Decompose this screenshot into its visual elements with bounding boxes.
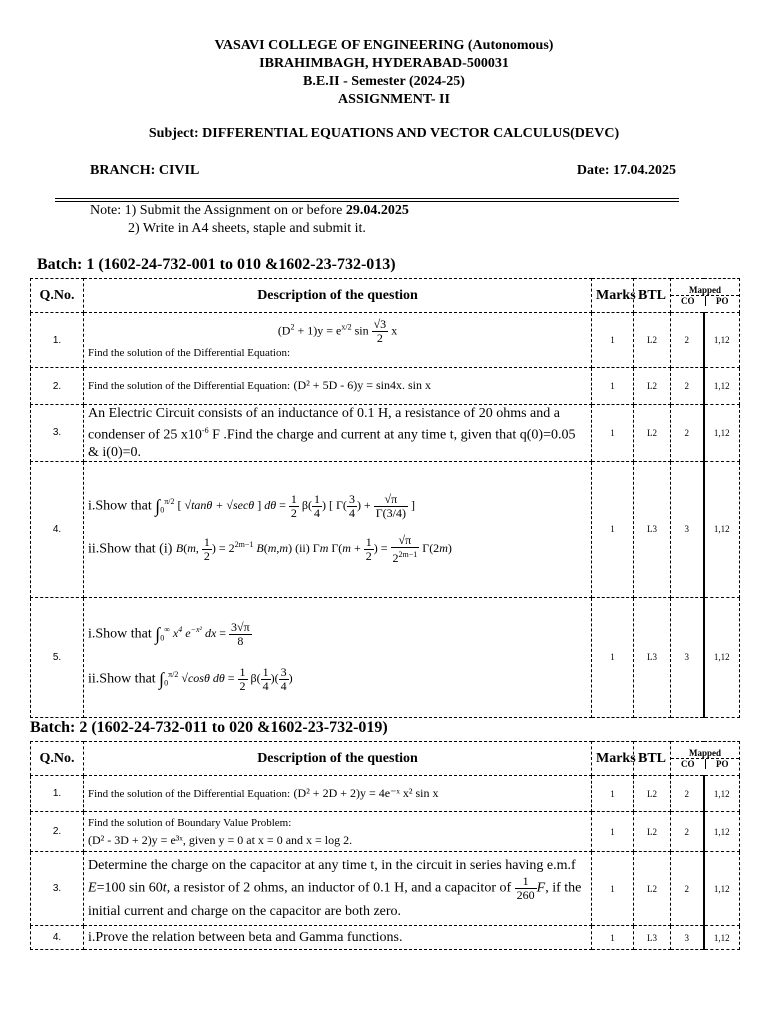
po-header: PO: [705, 296, 740, 306]
table-header-row: [31, 742, 740, 776]
question-number: 2.: [31, 368, 84, 405]
question-text: Determine the charge on the capacitor at any time t, in the circuit in series having e.m.f E=100 sin 60t, a resistor of 2 ohms, an inductor of 0.1 H, and a capacitor of $\frac{1}{260}$ F, if the initial current and charge on the capacitor are both zero.: [84, 852, 592, 926]
equation: $\int_0^\infty$ $x^4$ $e^{-x^2}$ dx = $\frac{3√\pi}{8}$: [155, 620, 250, 649]
due-date: 29.04.2025: [345, 203, 409, 218]
branch: BRANCH: CIVIL: [90, 163, 200, 178]
co-cell: 2: [671, 368, 704, 405]
batch-1-title: Batch: 1 (1602-24-732-001 to 010 &1602-23-732-013): [37, 256, 396, 273]
po-cell: 1,12: [704, 461, 740, 597]
question-number: 5.: [31, 597, 84, 717]
question-number: 4.: [31, 926, 84, 950]
co-cell: 2: [671, 812, 704, 852]
qno-header: Q.No.: [31, 742, 84, 776]
note: [90, 202, 409, 238]
note-line-1: Note: 1) Submit the Assignment on or before: [90, 203, 346, 218]
btl-header: BTL: [634, 742, 671, 776]
btl-cell: L3: [634, 926, 671, 950]
college-name: VASAVI COLLEGE OF ENGINEERING (Autonomous): [214, 38, 554, 53]
btl-cell: L2: [634, 776, 671, 812]
batch-1-table: [30, 278, 740, 718]
subject-line: Subject: DIFFERENTIAL EQUATIONS AND VECTOR CALCULUS(DEVC): [148, 126, 620, 141]
document-header: [0, 37, 768, 109]
qno-header: Q.No.: [31, 279, 84, 313]
po-cell: 1,12: [704, 852, 740, 926]
question-number: 4.: [31, 461, 84, 597]
question-text: Find the solution of Boundary Value Problem: (D² - 3D + 2)y = e³ˣ, given y = 0 at x = 0 and x = log 2.: [84, 812, 592, 852]
desc-header: Description of the question: [84, 279, 592, 313]
mapped-header: [671, 742, 740, 776]
table-row: [31, 852, 740, 926]
co-cell: 2: [671, 776, 704, 812]
table-row: [31, 313, 740, 368]
table-row: [31, 405, 740, 462]
equation: E: [88, 880, 97, 896]
co-cell: 2: [671, 405, 704, 462]
co-cell: 2: [671, 852, 704, 926]
table-row: [31, 461, 740, 597]
co-cell: 3: [671, 926, 704, 950]
mapped-header: [671, 279, 740, 313]
marks-cell: 1: [592, 368, 634, 405]
question-number: 2.: [31, 812, 84, 852]
marks-cell: 1: [592, 852, 634, 926]
co-cell: 3: [671, 597, 704, 717]
batch-2-title: Batch: 2 (1602-24-732-011 to 020 &1602-23-732-019): [30, 719, 388, 736]
po-cell: 1,12: [704, 313, 740, 368]
marks-cell: 1: [592, 313, 634, 368]
po-cell: 1,12: [704, 368, 740, 405]
marks-header: Marks: [592, 279, 634, 313]
equation: (D² - 3D + 2)y = e³ˣ, given y = 0 at x = 0 and x = log 2.: [88, 832, 353, 847]
marks-cell: 1: [592, 461, 634, 597]
btl-cell: L2: [634, 405, 671, 462]
equation: (D² + 5D - 6)y = sin4x. sin x: [293, 378, 432, 392]
marks-header: Marks: [592, 742, 634, 776]
question-text: An Electric Circuit consists of an inductance of 0.1 H, a resistance of 20 ohms and a condenser of 25 $x10^{-6}$ F .Find the charge and current at any time t, given that q(0)=0.05 & i(0)=0.: [84, 405, 592, 462]
table-row: [31, 926, 740, 950]
equation: $\int_0^{\pi/2}$ √cosθ dθ = $\frac{1}{2}$ β( $\frac{1}{4}$ )( $\frac{3}{4}$ ): [159, 665, 293, 694]
batch-2-table: [30, 741, 740, 950]
co-header: CO: [681, 296, 695, 306]
btl-cell: L2: [634, 368, 671, 405]
table-row: [31, 368, 740, 405]
po-cell: 1,12: [704, 776, 740, 812]
question-text: i.Show that $\int_0^\infty$ $x^4$ $e^{-x^2}$ dx = $\frac{3√\pi}{8}$ ii.Show that $\int_0^{\pi/2}$ √cosθ dθ = $\frac{1}{2}$ β( $\frac{1}{4}$ )( $\frac{3}{4}$ ): [84, 597, 592, 717]
table-header-row: [31, 279, 740, 313]
divider-rule: [55, 198, 679, 199]
marks-cell: 1: [592, 776, 634, 812]
btl-cell: L3: [634, 461, 671, 597]
date: Date: 17.04.2025: [576, 163, 676, 178]
co-header: CO: [681, 759, 695, 769]
po-cell: 1,12: [704, 926, 740, 950]
question-text: i.Prove the relation between beta and Gamma functions.: [84, 926, 592, 950]
co-cell: 3: [671, 461, 704, 597]
question-number: 1.: [31, 776, 84, 812]
equation: B(m, $\frac{1}{2}$ ) = $2^{2m-1}$ B(m,m) (ii) Γm Γ(m + $\frac{1}{2}$ ) = $\frac{√\pi}{2^{2m-1}}$ Γ(2m): [175, 533, 452, 566]
po-cell: 1,12: [704, 812, 740, 852]
marks-cell: 1: [592, 597, 634, 717]
marks-cell: 1: [592, 926, 634, 950]
equation: (D² + 2D + 2)y = 4e⁻ˣ x² sin x: [293, 785, 439, 800]
table-row: [31, 812, 740, 852]
college-address: IBRAHIMBAGH, HYDERABAD-500031: [259, 56, 509, 71]
btl-cell: L2: [634, 812, 671, 852]
mapped-label: Mapped: [671, 748, 739, 759]
equation: $(D^2 + 1)y = e^{x/2}$ sin $\frac{√3}{2}$ x: [277, 317, 398, 345]
po-header: PO: [705, 759, 740, 769]
question-number: 3.: [31, 852, 84, 926]
mapped-label: Mapped: [671, 285, 739, 296]
question-number: 3.: [31, 405, 84, 462]
btl-cell: L2: [634, 313, 671, 368]
po-cell: 1,12: [704, 405, 740, 462]
question-text: Find the solution of the Differential Equation: (D² + 5D - 6)y = sin4x. sin x: [84, 368, 592, 405]
co-cell: 2: [671, 313, 704, 368]
question-text: i.Show that $\int_0^{\pi/2}$ [ √tanθ + √secθ ] dθ = $\frac{1}{2}$ β( $\frac{1}{4}$ ) [ Γ( $\frac{3}{4}$ ) + $\frac{√\pi}{\Gamma(3/4)}$ ] ii.Show that (i) B(m, $\frac{1}{2}$ ) = $2^{2m-1}$ B(m,m) (ii) Γm Γ(m + $\frac{1}{2}$ ) = $\frac{√\pi}{2^{2m-1}}$ Γ(2m): [84, 461, 592, 597]
desc-header: Description of the question: [84, 742, 592, 776]
question-text: $(D^2 + 1)y = e^{x/2}$ sin $\frac{√3}{2}$ x Find the solution of the Differential Equation:: [84, 313, 592, 368]
btl-header: BTL: [634, 279, 671, 313]
table-row: [31, 776, 740, 812]
assignment-title: ASSIGNMENT- II: [338, 92, 450, 107]
marks-cell: 1: [592, 405, 634, 462]
table-row: [31, 597, 740, 717]
note-line-2: 2) Write in A4 sheets, staple and submit it.: [128, 221, 366, 236]
po-cell: 1,12: [704, 597, 740, 717]
btl-cell: L3: [634, 597, 671, 717]
semester: B.E.II - Semester (2024-25): [303, 74, 465, 89]
equation: $\int_0^{\pi/2}$ [ √tanθ + √secθ ] dθ = $\frac{1}{2}$ β( $\frac{1}{4}$ ) [ Γ( $\frac{3}{4}$ ) + $\frac{√\pi}{\Gamma(3/4)}$ ]: [155, 492, 415, 521]
btl-cell: L2: [634, 852, 671, 926]
marks-cell: 1: [592, 812, 634, 852]
capacitance-fraction: $\frac{1}{260}$: [516, 874, 535, 902]
question-number: 1.: [31, 313, 84, 368]
question-text: Find the solution of the Differential Equation: (D² + 2D + 2)y = 4e⁻ˣ x² sin x: [84, 776, 592, 812]
